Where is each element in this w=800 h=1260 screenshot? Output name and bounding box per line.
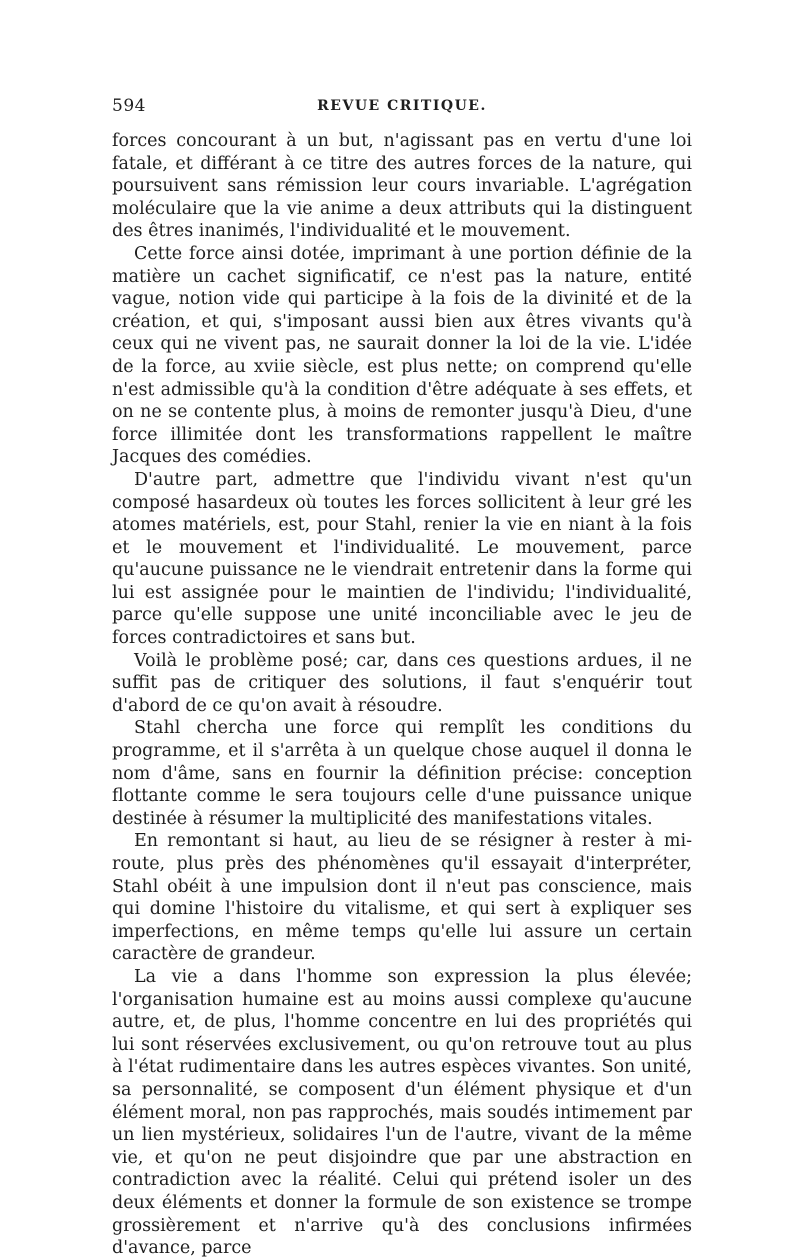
paragraph-5: Stahl chercha une force qui remplît les conditions du programme, et il s'arrêta à un quelque chose auquel il donna le nom d'âme, sans en fournir la définition précise: conception flottante comme le sera toujours celle d'une puissance unique destinée à résumer la multiplicité des manifestations vitales. [112, 718, 692, 829]
paragraph-6: En remontant si haut, au lieu de se résigner à rester à mi-route, plus près des phénomènes qu'il essayait d'interpréter, Stahl obéit à une impulsion dont il n'eut pas conscience, mais qui domine l'histoire du vitalisme, et qui sert à expliquer ses imperfections, en même temps qu'elle lui assure un certain caractère de grandeur. [112, 831, 692, 965]
page-header [112, 96, 692, 126]
page-number: 594 [112, 96, 146, 116]
paragraph-1: forces concourant à un but, n'agissant pas en vertu d'une loi fatale, et différant à ce titre des autres forces de la nature, qui poursuivent sans rémission leur cours invariable. L'agrégation moléculaire que la vie anime a deux attributs qui la distinguent des êtres inanimés, l'individualité et le mouvement. [112, 131, 692, 242]
paragraph-4: Voilà le problème posé; car, dans ces questions ardues, il ne suffit pas de critiquer des solutions, il faut s'enquérir tout d'abord de ce qu'on avait à résoudre. [112, 650, 692, 716]
paragraph-7: La vie a dans l'homme son expression la plus élevée; l'organisation humaine est au moins aussi complexe qu'aucune autre, et, de plus, l'homme concentre en lui des propriétés qui lui sont réservées exclusivement, ou qu'on retrouve tout au plus à l'état rudimentaire dans les autres espèces vivantes. Son unité, sa personnalité, se composent d'un élément physique et d'un élément moral, non pas rapprochés, mais soudés intimement par un lien mystérieux, solidaires l'un de l'autre, vivant de la même vie, et qu'on ne peut disjoindre que par une abstraction en contradiction avec la réalité. Celui qui prétend isoler un des deux éléments et donner la formule de son existence se trompe grossièrement et n'arrive qu'à des conclusions infirmées d'avance, parce [112, 966, 692, 1259]
body-text [112, 130, 692, 1260]
paragraph-2: Cette force ainsi dotée, imprimant à une portion définie de la matière un cachet significatif, ce n'est pas la nature, entité vague, notion vide qui participe à la fois de la divinité et de la création, et qui, s'imposant aussi bien aux êtres vivants qu'à ceux qui ne vivent pas, ne saurait donner la loi de la vie. L'idée de la force, au xviie siècle, est plus nette; on comprend qu'elle n'est admissible qu'à la condition d'être adéquate à ses effets, et on ne se contente plus, à moins de remonter jusqu'à Dieu, d'une force illimitée dont les transformations rappellent le maître Jacques des comédies. [112, 243, 692, 468]
paragraph-3: D'autre part, admettre que l'individu vivant n'est qu'un composé hasardeux où toutes les forces sollicitent à leur gré les atomes matériels, est, pour Stahl, renier la vie en niant à la fois et le mouvement et l'individualité. Le mouvement, parce qu'aucune puissance ne le viendrait entretenir dans la forme qui lui est assignée pour le maintien de l'individu; l'individualité, parce qu'elle suppose une unité inconciliable avec le jeu de forces contradictoires et sans but. [112, 469, 692, 649]
running-title: REVUE CRITIQUE. [317, 98, 487, 114]
